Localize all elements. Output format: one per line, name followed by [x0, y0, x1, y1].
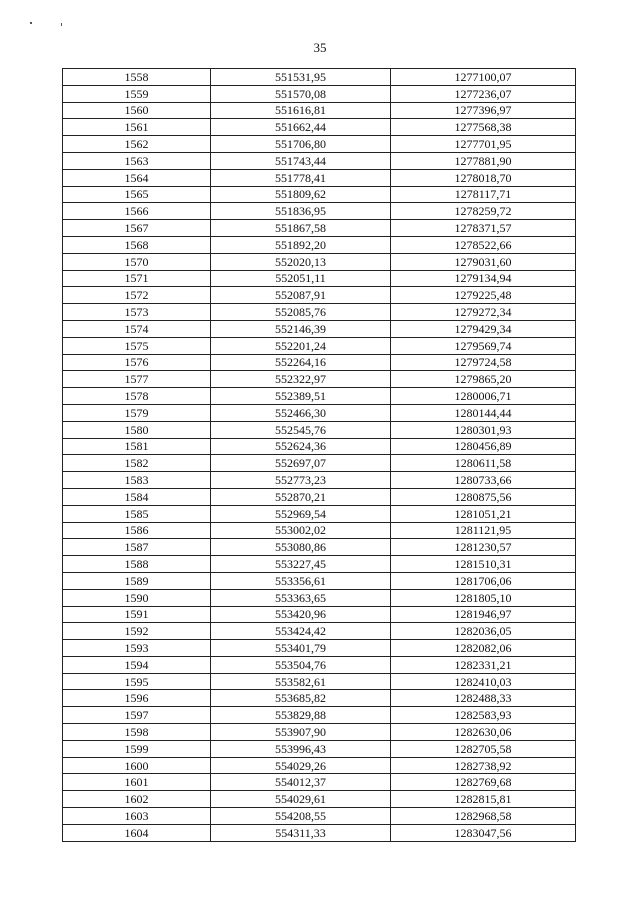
- point-number-cell: 1579: [63, 404, 211, 421]
- y-coordinate-cell: 1282410,03: [391, 673, 576, 690]
- point-number-cell: 1592: [63, 623, 211, 640]
- x-coordinate-cell: 551892,20: [211, 236, 391, 253]
- table-row: [63, 169, 576, 186]
- y-coordinate-cell: 1280301,93: [391, 421, 576, 438]
- x-coordinate-cell: 551531,95: [211, 69, 391, 86]
- point-number-cell: 1575: [63, 337, 211, 354]
- table-row: [63, 354, 576, 371]
- point-number-cell: 1586: [63, 522, 211, 539]
- point-number-cell: 1558: [63, 69, 211, 86]
- x-coordinate-cell: 552545,76: [211, 421, 391, 438]
- y-coordinate-cell: 1277568,38: [391, 119, 576, 136]
- table-row: [63, 236, 576, 253]
- point-number-cell: 1582: [63, 455, 211, 472]
- table-row: [63, 270, 576, 287]
- x-coordinate-cell: 551706,80: [211, 136, 391, 153]
- table-row: [63, 85, 576, 102]
- x-coordinate-cell: 552087,91: [211, 287, 391, 304]
- table-row: [63, 371, 576, 388]
- y-coordinate-cell: 1282815,81: [391, 791, 576, 808]
- x-coordinate-cell: 552466,30: [211, 404, 391, 421]
- y-coordinate-cell: 1279031,60: [391, 253, 576, 270]
- y-coordinate-cell: 1281121,95: [391, 522, 576, 539]
- x-coordinate-cell: 553424,42: [211, 623, 391, 640]
- point-number-cell: 1603: [63, 808, 211, 825]
- point-number-cell: 1578: [63, 388, 211, 405]
- table-row: [63, 556, 576, 573]
- table-row: [63, 287, 576, 304]
- point-number-cell: 1604: [63, 824, 211, 841]
- y-coordinate-cell: 1279134,94: [391, 270, 576, 287]
- x-coordinate-cell: 552389,51: [211, 388, 391, 405]
- x-coordinate-cell: 553907,90: [211, 724, 391, 741]
- y-coordinate-cell: 1282968,58: [391, 808, 576, 825]
- point-number-cell: 1567: [63, 220, 211, 237]
- y-coordinate-cell: 1282488,33: [391, 690, 576, 707]
- coordinates-table-body: [63, 69, 576, 842]
- x-coordinate-cell: 551778,41: [211, 169, 391, 186]
- point-number-cell: 1598: [63, 724, 211, 741]
- point-number-cell: 1572: [63, 287, 211, 304]
- point-number-cell: 1559: [63, 85, 211, 102]
- table-row: [63, 136, 576, 153]
- x-coordinate-cell: 552624,36: [211, 438, 391, 455]
- y-coordinate-cell: 1281805,10: [391, 589, 576, 606]
- x-coordinate-cell: 551570,08: [211, 85, 391, 102]
- table-row: [63, 388, 576, 405]
- table-row: [63, 102, 576, 119]
- y-coordinate-cell: 1281510,31: [391, 556, 576, 573]
- table-row: [63, 808, 576, 825]
- table-row: [63, 690, 576, 707]
- point-number-cell: 1570: [63, 253, 211, 270]
- x-coordinate-cell: 554029,61: [211, 791, 391, 808]
- y-coordinate-cell: 1282769,68: [391, 774, 576, 791]
- x-coordinate-cell: 551743,44: [211, 152, 391, 169]
- table-row: [63, 623, 576, 640]
- table-row: [63, 186, 576, 203]
- table-row: [63, 589, 576, 606]
- point-number-cell: 1588: [63, 556, 211, 573]
- x-coordinate-cell: 553002,02: [211, 522, 391, 539]
- x-coordinate-cell: 552322,97: [211, 371, 391, 388]
- y-coordinate-cell: 1282036,05: [391, 623, 576, 640]
- y-coordinate-cell: 1282331,21: [391, 656, 576, 673]
- y-coordinate-cell: 1277701,95: [391, 136, 576, 153]
- table-row: [63, 740, 576, 757]
- table-row: [63, 488, 576, 505]
- point-number-cell: 1564: [63, 169, 211, 186]
- x-coordinate-cell: 553356,61: [211, 572, 391, 589]
- x-coordinate-cell: 552020,13: [211, 253, 391, 270]
- x-coordinate-cell: 552051,11: [211, 270, 391, 287]
- x-coordinate-cell: 554029,26: [211, 757, 391, 774]
- point-number-cell: 1589: [63, 572, 211, 589]
- table-row: [63, 304, 576, 321]
- point-number-cell: 1583: [63, 472, 211, 489]
- point-number-cell: 1600: [63, 757, 211, 774]
- table-row: [63, 203, 576, 220]
- x-coordinate-cell: 552264,16: [211, 354, 391, 371]
- table-row: [63, 539, 576, 556]
- x-coordinate-cell: 553363,65: [211, 589, 391, 606]
- point-number-cell: 1596: [63, 690, 211, 707]
- table-row: [63, 707, 576, 724]
- point-number-cell: 1562: [63, 136, 211, 153]
- table-row: [63, 119, 576, 136]
- table-row: [63, 673, 576, 690]
- y-coordinate-cell: 1277236,07: [391, 85, 576, 102]
- y-coordinate-cell: 1282738,92: [391, 757, 576, 774]
- table-row: [63, 438, 576, 455]
- point-number-cell: 1595: [63, 673, 211, 690]
- scan-speck: [30, 22, 32, 24]
- point-number-cell: 1571: [63, 270, 211, 287]
- page-number: 35: [313, 40, 327, 55]
- y-coordinate-cell: 1281051,21: [391, 505, 576, 522]
- y-coordinate-cell: 1278018,70: [391, 169, 576, 186]
- table-row: [63, 522, 576, 539]
- x-coordinate-cell: 552085,76: [211, 304, 391, 321]
- y-coordinate-cell: 1279429,34: [391, 320, 576, 337]
- point-number-cell: 1584: [63, 488, 211, 505]
- table-row: [63, 472, 576, 489]
- table-row: [63, 724, 576, 741]
- x-coordinate-cell: 552201,24: [211, 337, 391, 354]
- y-coordinate-cell: 1279865,20: [391, 371, 576, 388]
- table-row: [63, 757, 576, 774]
- x-coordinate-cell: 552969,54: [211, 505, 391, 522]
- x-coordinate-cell: 553685,82: [211, 690, 391, 707]
- point-number-cell: 1601: [63, 774, 211, 791]
- point-number-cell: 1594: [63, 656, 211, 673]
- y-coordinate-cell: 1279272,34: [391, 304, 576, 321]
- x-coordinate-cell: 552870,21: [211, 488, 391, 505]
- point-number-cell: 1593: [63, 640, 211, 657]
- table-row: [63, 572, 576, 589]
- x-coordinate-cell: 552146,39: [211, 320, 391, 337]
- x-coordinate-cell: 554208,55: [211, 808, 391, 825]
- point-number-cell: 1566: [63, 203, 211, 220]
- y-coordinate-cell: 1280875,56: [391, 488, 576, 505]
- y-coordinate-cell: 1282630,06: [391, 724, 576, 741]
- y-coordinate-cell: 1279724,58: [391, 354, 576, 371]
- point-number-cell: 1587: [63, 539, 211, 556]
- y-coordinate-cell: 1281706,06: [391, 572, 576, 589]
- table-row: [63, 455, 576, 472]
- coordinates-table: [62, 68, 576, 842]
- x-coordinate-cell: 553582,61: [211, 673, 391, 690]
- y-coordinate-cell: 1280006,71: [391, 388, 576, 405]
- x-coordinate-cell: 553996,43: [211, 740, 391, 757]
- point-number-cell: 1577: [63, 371, 211, 388]
- y-coordinate-cell: 1278117,71: [391, 186, 576, 203]
- point-number-cell: 1599: [63, 740, 211, 757]
- table-row: [63, 253, 576, 270]
- x-coordinate-cell: 553504,76: [211, 656, 391, 673]
- y-coordinate-cell: 1281946,97: [391, 606, 576, 623]
- table-row: [63, 791, 576, 808]
- x-coordinate-cell: 553420,96: [211, 606, 391, 623]
- x-coordinate-cell: 553401,79: [211, 640, 391, 657]
- table-row: [63, 337, 576, 354]
- x-coordinate-cell: 551616,81: [211, 102, 391, 119]
- point-number-cell: 1585: [63, 505, 211, 522]
- point-number-cell: 1573: [63, 304, 211, 321]
- y-coordinate-cell: 1282705,58: [391, 740, 576, 757]
- table-row: [63, 220, 576, 237]
- x-coordinate-cell: 553080,86: [211, 539, 391, 556]
- scan-speck: [61, 23, 62, 26]
- table-row: [63, 421, 576, 438]
- x-coordinate-cell: 554311,33: [211, 824, 391, 841]
- x-coordinate-cell: 552697,07: [211, 455, 391, 472]
- point-number-cell: 1574: [63, 320, 211, 337]
- x-coordinate-cell: 551662,44: [211, 119, 391, 136]
- table-row: [63, 774, 576, 791]
- x-coordinate-cell: 553227,45: [211, 556, 391, 573]
- y-coordinate-cell: 1283047,56: [391, 824, 576, 841]
- table-row: [63, 824, 576, 841]
- table-row: [63, 640, 576, 657]
- table-row: [63, 656, 576, 673]
- y-coordinate-cell: 1282082,06: [391, 640, 576, 657]
- point-number-cell: 1565: [63, 186, 211, 203]
- y-coordinate-cell: 1278371,57: [391, 220, 576, 237]
- point-number-cell: 1561: [63, 119, 211, 136]
- y-coordinate-cell: 1280144,44: [391, 404, 576, 421]
- y-coordinate-cell: 1280456,89: [391, 438, 576, 455]
- table-row: [63, 606, 576, 623]
- x-coordinate-cell: 551836,95: [211, 203, 391, 220]
- y-coordinate-cell: 1279569,74: [391, 337, 576, 354]
- point-number-cell: 1591: [63, 606, 211, 623]
- table-row: [63, 152, 576, 169]
- table-row: [63, 505, 576, 522]
- point-number-cell: 1580: [63, 421, 211, 438]
- point-number-cell: 1563: [63, 152, 211, 169]
- point-number-cell: 1602: [63, 791, 211, 808]
- y-coordinate-cell: 1278259,72: [391, 203, 576, 220]
- table-row: [63, 404, 576, 421]
- y-coordinate-cell: 1280733,66: [391, 472, 576, 489]
- x-coordinate-cell: 552773,23: [211, 472, 391, 489]
- point-number-cell: 1581: [63, 438, 211, 455]
- y-coordinate-cell: 1281230,57: [391, 539, 576, 556]
- y-coordinate-cell: 1277100,07: [391, 69, 576, 86]
- y-coordinate-cell: 1277396,97: [391, 102, 576, 119]
- x-coordinate-cell: 551809,62: [211, 186, 391, 203]
- x-coordinate-cell: 553829,88: [211, 707, 391, 724]
- x-coordinate-cell: 554012,37: [211, 774, 391, 791]
- table-row: [63, 69, 576, 86]
- y-coordinate-cell: 1279225,48: [391, 287, 576, 304]
- point-number-cell: 1568: [63, 236, 211, 253]
- point-number-cell: 1597: [63, 707, 211, 724]
- y-coordinate-cell: 1282583,93: [391, 707, 576, 724]
- y-coordinate-cell: 1280611,58: [391, 455, 576, 472]
- y-coordinate-cell: 1278522,66: [391, 236, 576, 253]
- x-coordinate-cell: 551867,58: [211, 220, 391, 237]
- table-row: [63, 320, 576, 337]
- y-coordinate-cell: 1277881,90: [391, 152, 576, 169]
- point-number-cell: 1576: [63, 354, 211, 371]
- point-number-cell: 1590: [63, 589, 211, 606]
- point-number-cell: 1560: [63, 102, 211, 119]
